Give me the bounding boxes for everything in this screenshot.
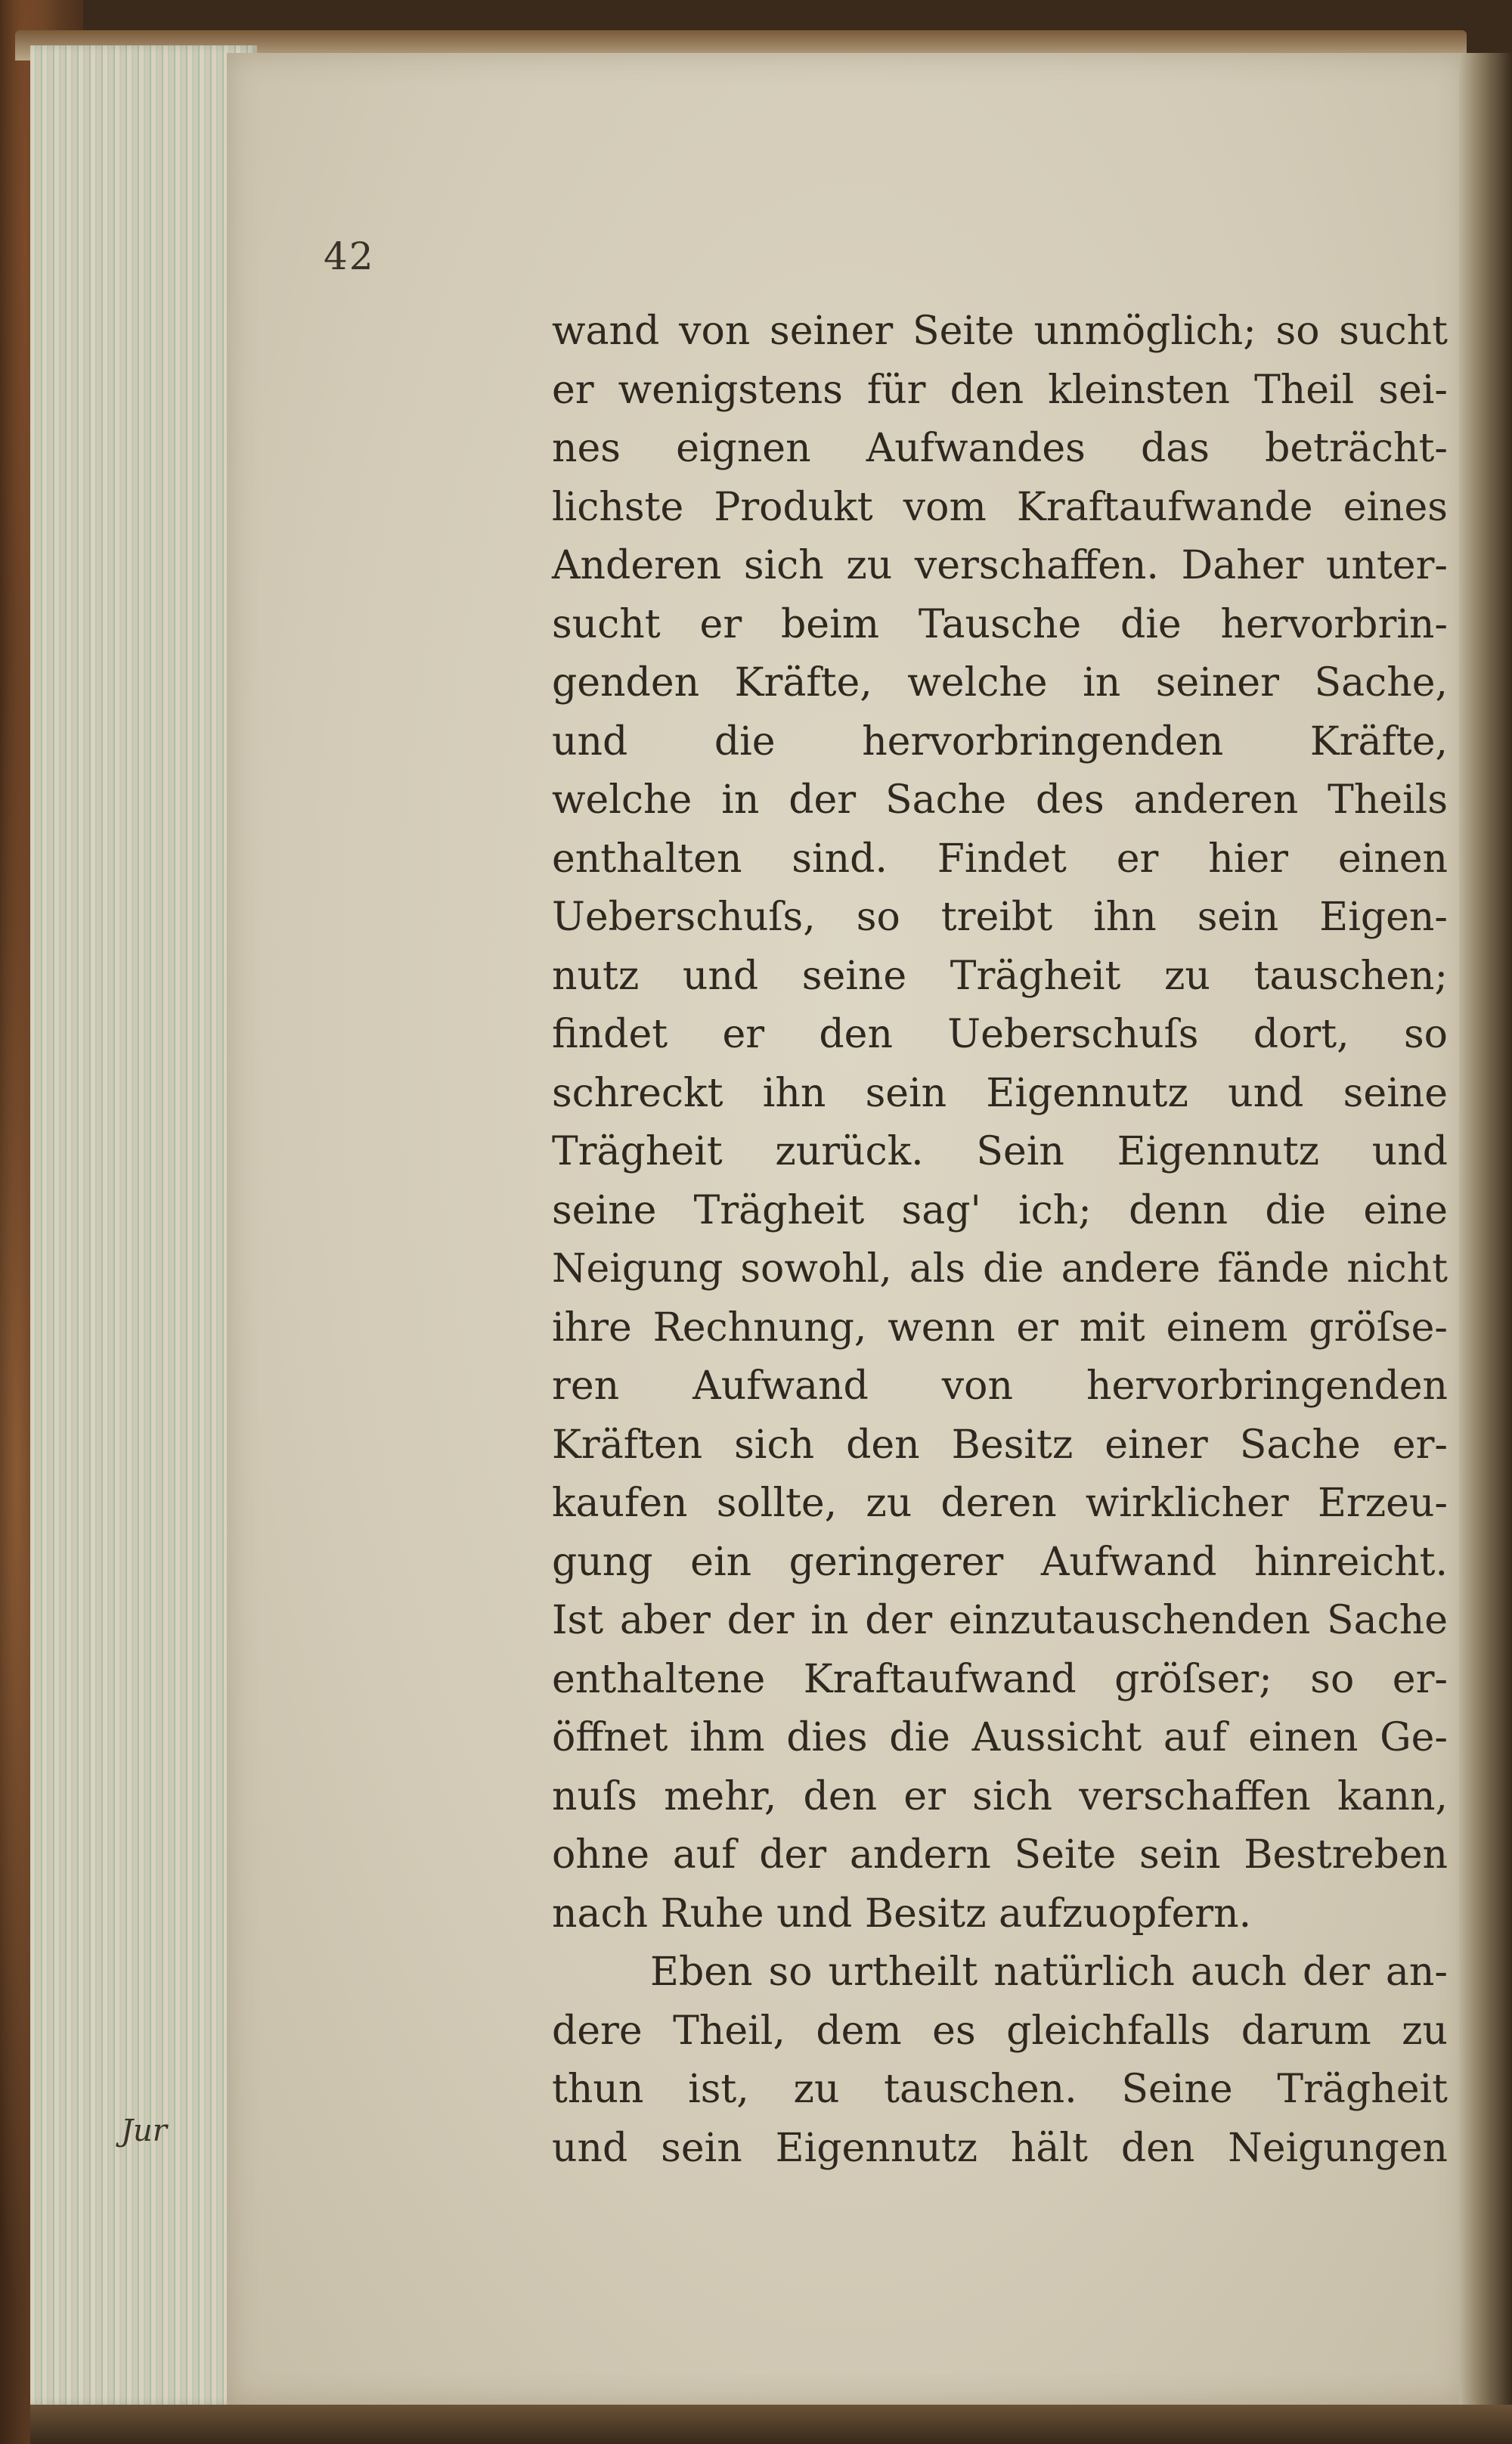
book-bottom-edge bbox=[30, 2405, 1512, 2444]
page-edges bbox=[30, 45, 257, 2405]
text-line: enthalten sind. Findet er hier einen bbox=[552, 836, 1448, 882]
text-line: genden Kräfte, welche in seiner Sache, bbox=[552, 660, 1448, 706]
text-line: schreckt ihn sein Eigennutz und seine bbox=[552, 1070, 1448, 1116]
text-line: Neigung sowohl, als die andere fände nicht bbox=[552, 1246, 1448, 1292]
text-line: Anderen sich zu verschaffen. Daher unter- bbox=[552, 543, 1448, 588]
text-line: nutz und seine Trägheit zu tauschen; bbox=[552, 953, 1448, 999]
text-line: findet er den Ueberschuſs dort, so bbox=[552, 1012, 1448, 1057]
text-line: nuſs mehr, den er sich verschaffen kann, bbox=[552, 1773, 1448, 1819]
text-line: lichste Produkt vom Kraftaufwande eines bbox=[552, 484, 1448, 530]
margin-annotation: Jur bbox=[121, 2114, 167, 2148]
text-line: welche in der Sache des anderen Theils bbox=[552, 777, 1448, 823]
text-line: und die hervorbringenden Kräfte, bbox=[552, 718, 1448, 765]
text-line: Trägheit zurück. Sein Eigennutz und bbox=[552, 1129, 1448, 1174]
text-line: er wenigstens für den kleinsten Theil sei- bbox=[552, 367, 1448, 413]
text-line: ren Aufwand von hervorbringenden bbox=[552, 1363, 1448, 1409]
text-line: Ueberschuſs, so treibt ihn sein Eigen- bbox=[552, 895, 1448, 940]
text-line: wand von seiner Seite unmöglich; so sucht bbox=[552, 309, 1448, 354]
text-line: und sein Eigennutz hält den Neigungen bbox=[552, 2125, 1448, 2171]
text-line: thun ist, zu tauschen. Seine Trägheit bbox=[552, 2067, 1448, 2112]
text-line: ohne auf der andern Seite sein Bestreben bbox=[552, 1832, 1448, 1878]
text-line: gung ein geringerer Aufwand hinreicht. bbox=[552, 1539, 1448, 1585]
paragraph-first-line: Eben so urtheilt natürlich auch der an- bbox=[650, 1949, 1448, 1995]
book-right-edge bbox=[1459, 53, 1512, 2405]
text-line: dere Theil, dem es gleichfalls darum zu bbox=[552, 2008, 1448, 2054]
text-line: seine Trägheit sag' ich; denn die eine bbox=[552, 1187, 1448, 1233]
text-line: nes eignen Aufwandes das beträcht- bbox=[552, 426, 1448, 471]
text-line: Ist aber der in der einzutauschenden Sache bbox=[552, 1598, 1448, 1643]
text-line: sucht er beim Tausche die hervorbrin- bbox=[552, 601, 1448, 647]
text-line: enthaltene Kraftaufwand gröſser; so er- bbox=[552, 1656, 1448, 1702]
text-line: ihre Rechnung, wenn er mit einem gröſse- bbox=[552, 1304, 1448, 1351]
text-line: Kräften sich den Besitz einer Sache er- bbox=[552, 1422, 1448, 1468]
paragraph-last-line: nach Ruhe und Besitz aufzuopfern. bbox=[552, 1890, 1252, 1937]
text-line: kaufen sollte, zu deren wirklicher Erzeu- bbox=[552, 1481, 1448, 1526]
text-line: öffnet ihm dies die Aussicht auf einen Ge- bbox=[552, 1715, 1448, 1760]
body-text bbox=[552, 302, 1448, 2178]
page-number: 42 bbox=[324, 234, 375, 278]
